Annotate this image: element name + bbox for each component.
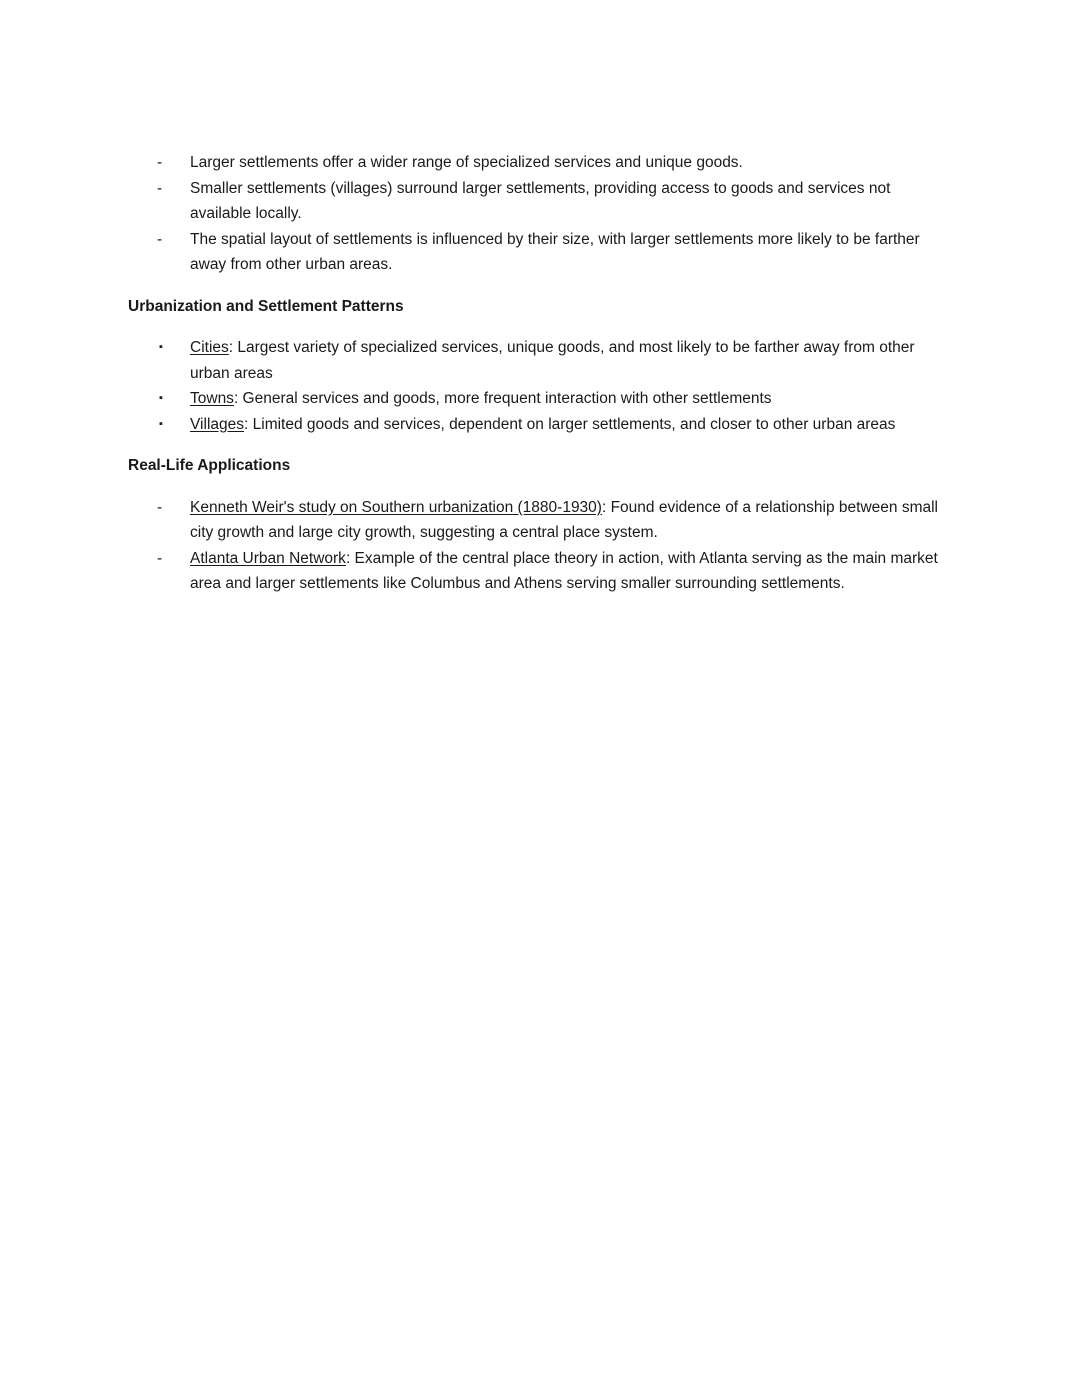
settlement-type-description: : Limited goods and services, dependent on larger settlements, and closer to other urban areas — [244, 415, 896, 433]
section-heading-applications: Real-Life Applications — [128, 457, 291, 474]
application-term: Kenneth Weir's study on Southern urbanization (1880-1930) — [190, 498, 602, 516]
list-item — [128, 386, 953, 412]
dash-bullet-icon: - — [157, 230, 163, 248]
list-item — [128, 176, 953, 227]
settlement-observations-list — [128, 150, 953, 278]
application-description: : Example of the central place theory in action, with Atlanta serving as the main market area and larger settlements like Columbus and Athens serving smaller surrounding settlements. — [190, 549, 938, 592]
settlement-types-list — [128, 335, 953, 437]
settlement-type-description: : General services and goods, more frequent interaction with other settlements — [233, 390, 772, 407]
settlement-type-description: : Largest variety of specialized services, unique goods, and most likely to be farther away from other urban areas — [190, 339, 915, 382]
list-item-text: Smaller settlements (villages) surround larger settlements, providing access to goods and services not available locally. — [190, 179, 891, 222]
list-item-text: The spatial layout of settlements is influenced by their size, with larger settlements more likely to be farther away from other urban areas. — [190, 230, 920, 273]
square-bullet-icon: ▪ — [159, 417, 163, 430]
list-item-text — [190, 339, 915, 382]
list-item-text: Larger settlements offer a wider range of specialized services and unique goods. — [190, 154, 743, 171]
list-item-text — [190, 416, 895, 433]
section-heading-urbanization: Urbanization and Settlement Patterns — [128, 297, 404, 315]
square-bullet-icon: ▪ — [159, 392, 163, 404]
settlement-type-term: Cities — [190, 339, 229, 356]
application-description: : Found evidence of a relationship between small city growth and large city growth, suggesting a central place system. — [190, 498, 939, 541]
dash-bullet-icon: - — [157, 154, 163, 171]
application-term: Atlanta Urban Network — [190, 549, 346, 567]
square-bullet-icon: ▪ — [159, 341, 163, 353]
dash-bullet-icon: - — [157, 498, 163, 516]
dash-bullet-icon: - — [157, 179, 163, 197]
list-item — [128, 546, 953, 597]
list-item-text — [190, 550, 938, 593]
list-item — [128, 412, 953, 438]
applications-list — [128, 495, 953, 597]
list-item — [128, 227, 953, 278]
list-item-text — [190, 499, 938, 542]
settlement-type-term: Towns — [190, 390, 234, 407]
list-item — [128, 495, 953, 546]
list-item — [128, 335, 953, 386]
settlement-type-term: Villages — [190, 415, 245, 433]
list-item — [128, 150, 953, 176]
dash-bullet-icon: - — [157, 549, 163, 567]
list-item-text — [190, 390, 772, 407]
